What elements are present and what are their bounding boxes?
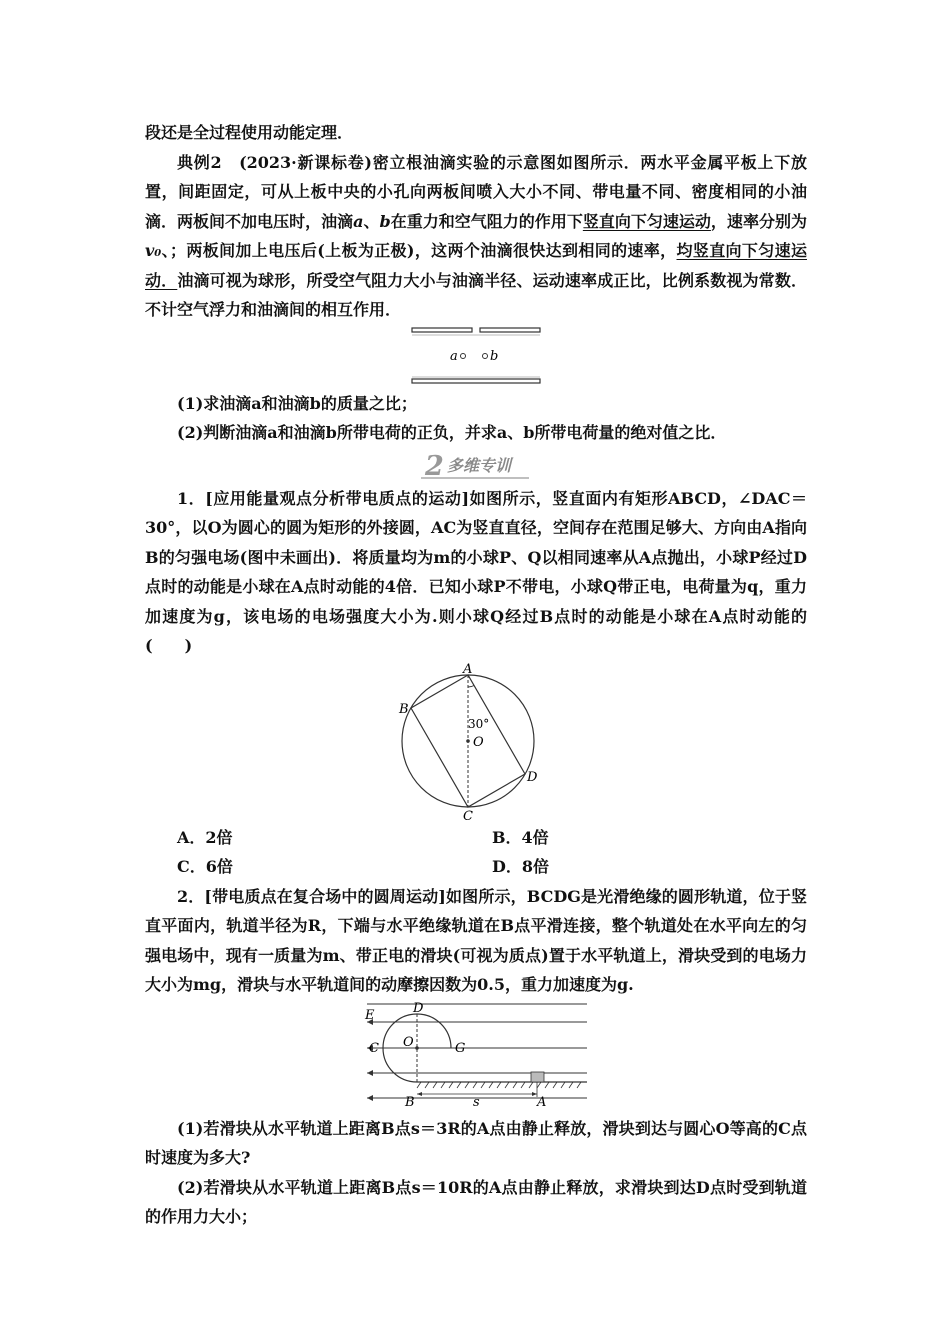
- section-banner: [145, 450, 807, 480]
- problem-1-stem: 1．[应用能量观点分析带电质点的运动]如图所示，竖直面内有矩形ABCD，∠DAC＝30°，以O为圆心的圆为矩形的外接圆，AC为竖直直径，空间存在范围足够大、方向由A指向B的匀强电场(图中未画出)．将质量均为m的小球P、Q以相同速率从A点抛出，小球P经过D点时的动能是小球在A点时动能的4倍．已知小球P不带电，小球Q带正电，电荷量为q，重力加速度为g，该电场的电场强度大小为.则小球Q经过B点时的动能是小球在A点时动能的( ): [145, 488, 807, 655]
- fig1-angle-label: 30°: [468, 716, 490, 731]
- banner-number: 2: [425, 450, 444, 482]
- oil-drop-a: [461, 353, 466, 358]
- oil-drop-plates-figure: [406, 325, 546, 387]
- underlined-phrase-1: 竖直向下匀速运动: [582, 211, 711, 231]
- fig2-label-B: B: [405, 1094, 415, 1110]
- circle-rectangle-figure: [401, 661, 551, 823]
- option-b[interactable]: B．4倍: [492, 827, 549, 847]
- fig2-label-D: D: [413, 1000, 424, 1016]
- option-c[interactable]: C．6倍: [177, 857, 233, 876]
- fig1-label-D: D: [527, 769, 538, 785]
- problem-2-question-2: (2)若滑块从水平轨道上距离B点s＝10R的A点由静止释放，求滑块到达D点时受到轨道的作用力大小；: [145, 1177, 807, 1226]
- fig2-label-E: E: [365, 1007, 375, 1023]
- fig1-label-A: A: [463, 661, 473, 677]
- example-label: 典例2: [177, 152, 222, 172]
- option-d[interactable]: D．8倍: [492, 857, 550, 876]
- document-body: [145, 118, 807, 1232]
- intro-line: 段还是全过程使用动能定理．: [145, 123, 354, 142]
- slider-block: [531, 1072, 544, 1082]
- fig2-label-O: O: [403, 1034, 414, 1050]
- fig1-label-O: O: [473, 734, 484, 750]
- example-2-stem: 典例2 (2023·新课标卷)密立根油滴实验的示意图如图所示．两水平金属平板上下放置，间距固定，可从上板中央的小孔向两板间喷入大小不同、带电量不同、密度相同的小油滴．两板间不加电压时，油滴a、b在重力和空气阻力的作用下竖直向下匀速运动，速率分别为v₀、；两板间加上电压后(上板为正极)，这两个油滴很快达到相同的速率，均竖直向下匀速运动．油滴可视为球形，所受空气阻力大小与油滴半径、运动速率成正比，比例系数视为常数．不计空气浮力和油滴间的相互作用．: [145, 152, 807, 319]
- fig2-label-A: A: [537, 1094, 547, 1110]
- circular-track-figure: [361, 1000, 591, 1112]
- fig-label-b: b: [490, 348, 499, 364]
- banner-text: 多维专训: [447, 455, 512, 475]
- fig-label-a: a: [450, 348, 458, 364]
- problem-2-stem: 2．[带电质点在复合场中的圆周运动]如图所示，BCDG是光滑绝缘的圆形轨道，位于竖直平面内，轨道半径为R，下端与水平绝缘轨道在B点平滑连接，整个轨道处在水平向左的匀强电场中，现有一质量为m、带正电的滑块(可视为质点)置于水平轨道上，滑块受到的电场力大小为mg，滑块与水平轨道间的动摩擦因数为0.5，重力加速度为g.: [145, 886, 807, 994]
- fig1-label-C: C: [463, 808, 473, 824]
- fig2-label-G: G: [455, 1040, 466, 1056]
- problem-1-options-row-2: [145, 852, 807, 882]
- oil-drop-b: [483, 353, 488, 358]
- example-source: (2023·新课标卷): [239, 152, 372, 172]
- option-a[interactable]: A．2倍: [177, 827, 233, 847]
- problem-1-options-row-1: [145, 823, 807, 853]
- underlined-phrase-2: 均竖直向下匀速运动．: [145, 241, 807, 290]
- problem-2-question-1: (1)若滑块从水平轨道上距离B点s＝3R的A点由静止释放，滑块到达与圆心O等高的C点时速度为多大?: [145, 1118, 807, 1167]
- fig2-label-C: C: [369, 1040, 379, 1056]
- fig2-label-s: s: [473, 1094, 480, 1110]
- fig1-label-B: B: [399, 701, 409, 717]
- example-2-question-1: (1)求油滴a和油滴b的质量之比；: [177, 393, 417, 413]
- example-2-question-2: (2)判断油滴a和油滴b所带电荷的正负，并求a、b所带电荷量的绝对值之比．: [177, 423, 727, 442]
